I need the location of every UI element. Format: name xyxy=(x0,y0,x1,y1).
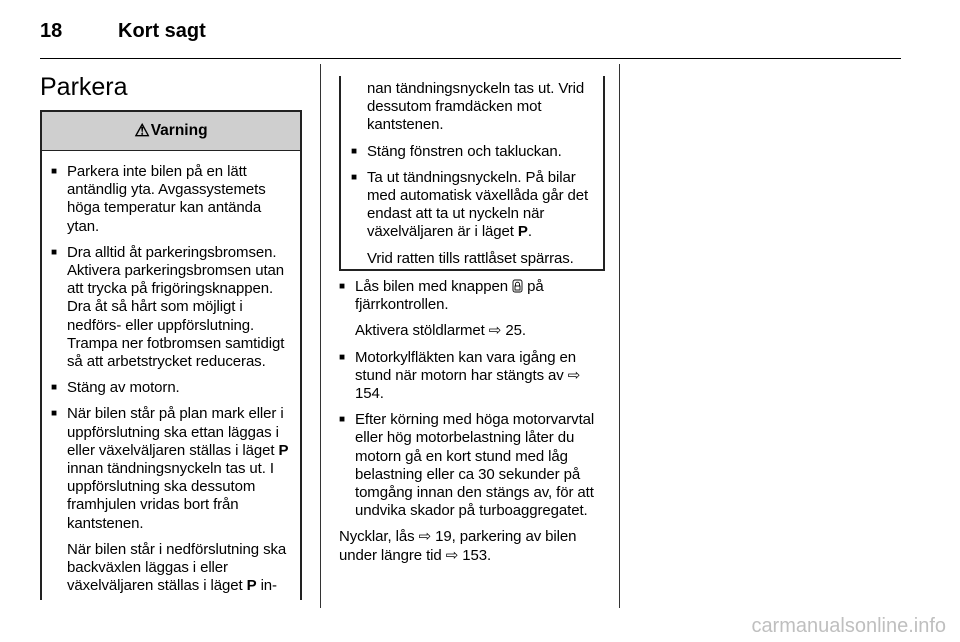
list-item-text: Stäng fönstren och takluckan. xyxy=(367,142,562,160)
alarm-paragraph: Aktivera stöldlarmet ⇨ 25. xyxy=(355,322,526,340)
header-rule xyxy=(40,58,901,59)
list-item-text: Stäng av motorn. xyxy=(67,379,180,397)
list-item-text: Efter körning med höga motorvarvtal eller hög motorbelastning låter du motorn gå en kort stund med låg belastning eller ca 30 sekunder på tomgång innan den stängs av, för att undvika skador på turboaggregatet. xyxy=(355,411,595,520)
page-reference-icon: ⇨ xyxy=(488,322,506,340)
section-title: Parkera xyxy=(40,73,128,101)
bullet-icon: ■ xyxy=(51,408,57,420)
bullet-icon: ■ xyxy=(51,246,57,258)
list-item xyxy=(351,169,597,242)
column-2-body xyxy=(339,278,607,573)
list-item-text: Lås bilen med knappen på fjärrkontrollen. xyxy=(355,278,544,314)
list-item-text: Ta ut tändningsnyckeln. På bilar med automatisk växellåda går det endast att ta ut nyckeln när växelväljaren är i läget P. xyxy=(367,168,589,241)
list-item-text: Dra alltid åt parkeringsbromsen. Aktivera parkeringsbromsen utan att trycka på frigöringsknappen. Dra åt så hårt som möjligt i nedförs- eller uppförslutning. Trampa ner fotbromsen samtidigt så att arbetstrycket reduceras. xyxy=(67,243,285,371)
warning-box xyxy=(40,110,302,600)
list-item xyxy=(339,411,607,520)
page-reference-icon: ⇨ xyxy=(418,528,436,546)
list-item xyxy=(51,405,294,532)
column-divider-right xyxy=(619,64,620,608)
bullet-icon: ■ xyxy=(339,414,345,426)
warning-title: Varning xyxy=(150,122,208,139)
page-header-title: Kort sagt xyxy=(118,20,206,42)
list-item xyxy=(351,143,597,161)
list-item-text: Motorkylfläkten kan vara igång en stund när motorn har stängts av ⇨ 154. xyxy=(355,348,581,403)
column-divider-left xyxy=(320,64,321,608)
bullet-icon: ■ xyxy=(351,145,357,157)
warning-paragraph: När bilen står i nedförslutning ska backväxlen läggas i eller växelväljaren ställas i läget P in- xyxy=(67,540,287,595)
list-item xyxy=(339,349,607,404)
list-item-text: Parkera inte bilen på en lätt antändlig yta. Avgassystemets höga temperatur kan antända ytan. xyxy=(67,163,266,235)
bullet-icon: ■ xyxy=(351,171,357,183)
warning-box-continued xyxy=(339,76,605,271)
page-reference-icon: ⇨ xyxy=(567,366,581,384)
bullet-icon: ■ xyxy=(51,382,57,394)
list-item xyxy=(339,278,607,314)
warning-continued-text: nan tändningsnyckeln tas ut. Vrid dessutom framdäcken mot kantstenen. xyxy=(367,80,585,134)
page-reference-icon: ⇨ xyxy=(445,546,463,564)
page-number: 18 xyxy=(40,20,63,42)
bullet-icon: ■ xyxy=(339,281,345,292)
list-item xyxy=(51,244,294,371)
list-item xyxy=(51,163,294,236)
closing-paragraph: Nycklar, lås ⇨ 19, parkering av bilen under längre tid ⇨ 153. xyxy=(339,528,577,564)
warning-triangle-icon: ⚠ xyxy=(134,121,150,140)
list-item xyxy=(51,379,294,397)
list-item-text: När bilen står på plan mark eller i uppförslutning ska ettan läggas i eller växelväljaren ställas i läget P innan tändningsnyckeln tas ut. I uppförslutning ska dessutom framhjulen vridas bort från kantstenen. xyxy=(67,405,289,532)
warning-header xyxy=(42,112,300,151)
watermark: carmanualsonline.info xyxy=(751,615,946,637)
warning-body xyxy=(42,151,300,595)
bullet-icon: ■ xyxy=(51,166,57,177)
bullet-icon: ■ xyxy=(339,351,345,363)
warning-paragraph: Vrid ratten tills rattlåset spärras. xyxy=(367,249,574,267)
lock-key-icon xyxy=(512,278,523,295)
